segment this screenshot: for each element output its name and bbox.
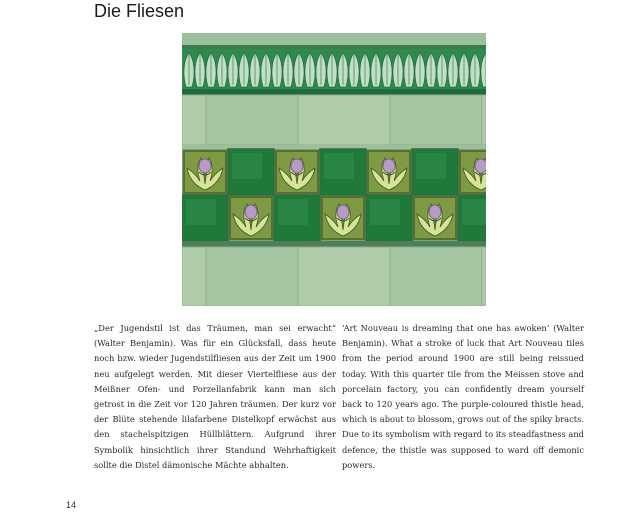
page-number: 14: [66, 500, 77, 510]
thistle-tile-icon: [321, 196, 365, 240]
thistle-tile-icon: [367, 150, 411, 194]
german-text: „Der Jugendstil ist das Träumen, man sei erwacht“ (Walter Benjamin). Was für ein Glücksfall, dass heute noch bzw. wieder Jugendstilfliesen aus der Zeit um 1900 neu aufgelegt werden. Mit dieser Viertelfliese aus der Meißner Ofen- und Porzellanfabrik kann man sich getrost in die Zeit vor 120 Jahren träumen. Der kurz vor der Blüte stehende lilafarbene Distelkopf erwächst aus den stachelspitzigen Hüllblättern. Aufgrund ihrer Symbolik hinsichtlich ihrer Standund Wehrhaftigkeit sollte die Distel dämonische Mächte abhalten.: [94, 323, 336, 470]
page-title: Die Fliesen: [94, 1, 185, 21]
english-text: ‘Art Nouveau is dreaming that one has awoken’ (Walter Benjamin). What a stroke of luck that Art Nouveau tiles from the period around 1900 are still being reissued today. With this quarter tile from the Meissen stove and porcelain factory, you can confidently dream yourself back to 120 years ago. The purple-coloured thistle head, which is about to blossom, grows out of the spiky bracts. Due to its symbolism with regard to its steadfastness and defence, the thistle was supposed to ward off demonic powers.: [342, 323, 584, 470]
thistle-tile-icon: [229, 196, 273, 240]
thistle-tile-icon: [413, 196, 457, 240]
thistle-tile-icon: [275, 150, 319, 194]
thistle-tile-icon: [183, 150, 227, 194]
tile-photo: [182, 33, 486, 306]
thistle-tile-icon: [459, 150, 486, 194]
